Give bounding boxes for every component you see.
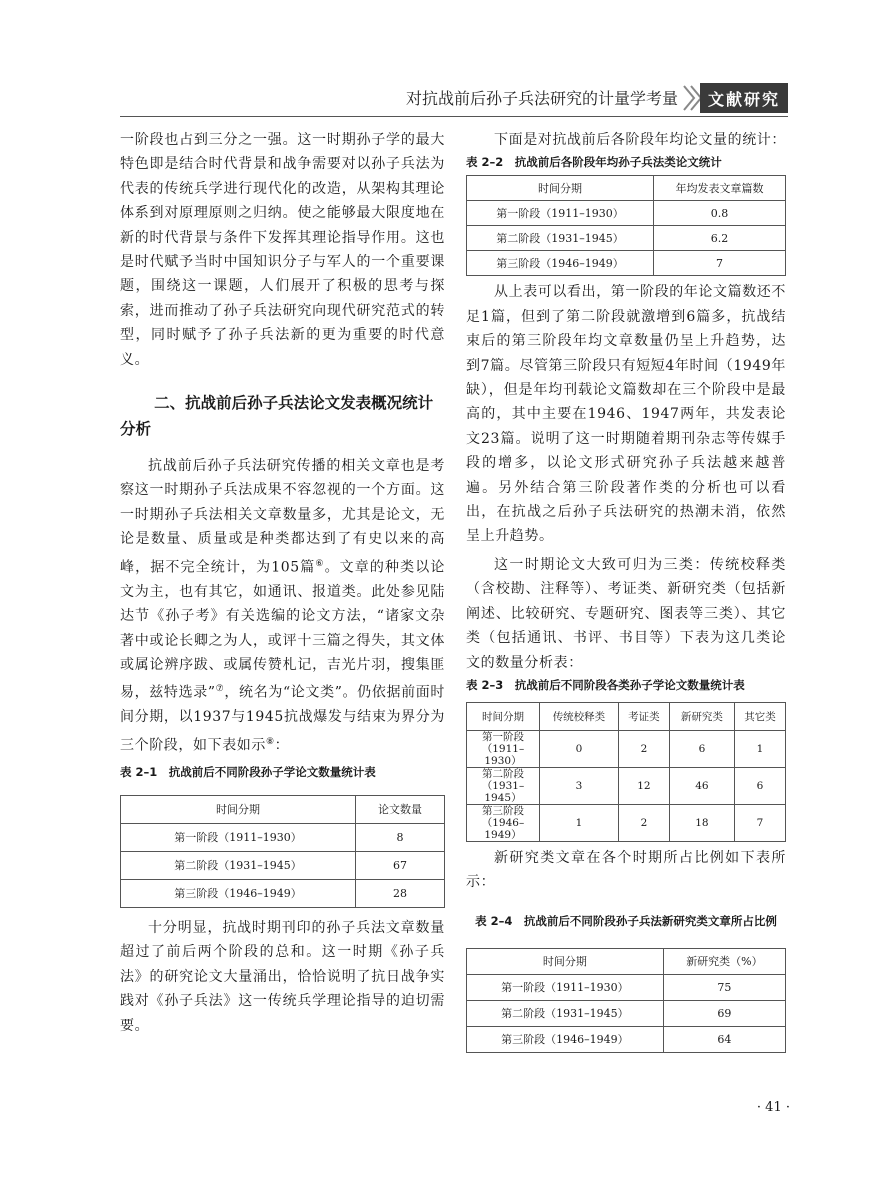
paragraph-text: 。文章的种类以论文为主，也有其它，如通讯、报道类。此处参见陆达节《孙子考》有关选编的论文方法，“诸家文杂著中或论长卿之为人，或评十三篇之得失，其文体或属论辨序跋、或属传赞札记，吉光片羽，搜集匪易，兹特选录” (120, 559, 445, 702)
table-cell-value: 1 (734, 730, 785, 767)
table-paper-counts (120, 795, 445, 908)
table-header-row (467, 702, 786, 730)
table-header-row (121, 795, 445, 823)
footnote-marker[interactable]: ⑦ (215, 684, 225, 695)
table-cell-value: 1 (540, 804, 619, 841)
table-cell-value: 28 (355, 879, 444, 907)
table-row (467, 251, 786, 276)
table-cell-value: 3 (540, 767, 619, 804)
table-row (121, 879, 445, 907)
table-row (121, 823, 445, 851)
table-header-cell: 传统校释类 (540, 702, 619, 730)
paragraph-articles (120, 454, 445, 758)
paragraph-text: 抗战前后孙子兵法研究传播的相关文章也是考察这一时期孙子兵法成果不容忽视的一个方面。这一时期孙子兵法相关文章数量多，尤其是论文，无论是数量、质量或是种类都达到了有史以来的高峰，据不完全统计，为105篇 (120, 458, 445, 576)
running-header (0, 78, 890, 118)
table-row (467, 201, 786, 226)
table-category-counts (466, 702, 786, 842)
period-stage: 第三阶段 (482, 804, 524, 817)
table-cell-period: 第二阶段（1931–1945） (121, 851, 356, 879)
table-cell-value: 18 (669, 804, 734, 841)
table-cell-period (467, 767, 540, 804)
paragraph-text: ，统名为“论文类”。仍依据前面时间分期，以1937与1945抗战爆发与结束为界分为三个阶段，如下表如示 (120, 685, 446, 754)
table-caption: 表 2–3 抗战前后不同阶段各类孙子学论文数量统计表 (466, 677, 745, 692)
table-header-cell: 时间分期 (467, 948, 664, 974)
table-header-row (467, 176, 786, 201)
table-cell-value: 6.2 (653, 226, 785, 251)
paragraph-intro: 下面是对抗战前后各阶段年均论文量的统计： (494, 132, 786, 148)
period-stage: 第二阶段 (482, 767, 524, 780)
paragraph-analysis: 从上表可以看出，第一阶段的年论文篇数还不足1篇，但到了第二阶段就激增到6篇多，抗战结束后的第三阶段年均文章数量仍呈上升趋势，达到7篇。尽管第三阶段只有短短4年时间（1949年缺），但是年均刊载论文篇数却在三个阶段中是最高的，其中主要在1946、1947两年，共发表论文23篇。说明了这一时期随着期刊杂志等传媒手段的增多，以论文形式研究孙子兵法越来越普遍。另外结合第三阶段著作类的分析也可以看出，在抗战之后孙子兵法研究的热潮未消，依然呈上升趋势。 (466, 284, 786, 545)
table-cell-value: 64 (663, 1026, 785, 1052)
table-header-cell: 新研究类（%） (663, 948, 785, 974)
table-cell-value: 8 (355, 823, 444, 851)
section-heading: 二、抗战前后孙子兵法论文发表概况统计分析 (120, 394, 434, 439)
table-cell-period: 第三阶段（1946–1949） (121, 879, 356, 907)
table-cell-value: 67 (355, 851, 444, 879)
right-column (466, 128, 786, 1053)
table-header-cell: 其它类 (734, 702, 785, 730)
table-row (467, 1026, 786, 1052)
table-cell-value: 2 (618, 804, 669, 841)
footnote-marker[interactable]: ⑥ (315, 558, 325, 569)
table-row (467, 226, 786, 251)
table-cell-period: 第三阶段（1946–1949） (467, 251, 654, 276)
table-cell-period (467, 804, 540, 841)
table-caption: 表 2–1 抗战前后不同阶段孙子学论文数量统计表 (120, 764, 376, 779)
period-years: （1931–1945） (481, 779, 525, 804)
table-caption: 表 2–2 抗战前后各阶段年均孙子兵法类论文统计 (466, 155, 722, 170)
table-header-cell: 时间分期 (121, 795, 356, 823)
table-cell-value: 6 (669, 730, 734, 767)
table-header-cell: 新研究类 (669, 702, 734, 730)
table-row (467, 974, 786, 1000)
paragraph-conclusion: 十分明显，抗战时期刊印的孙子兵法文章数量超过了前后两个阶段的总和。这一时期《孙子兵法》的研究论文大量涌出，恰恰说明了抗日战争实践对《孙子兵法》这一传统兵学理论指导的迫切需要。 (120, 919, 445, 1034)
table-cell-period: 第一阶段（1911–1930） (121, 823, 356, 851)
table-caption: 表 2–4 抗战前后不同阶段孙子兵法新研究类文章所占比例 (475, 913, 777, 928)
table-row (467, 767, 786, 804)
table-cell-value: 0 (540, 730, 619, 767)
table-cell-value: 69 (663, 1000, 785, 1026)
table-cell-period: 第一阶段（1911–1930） (467, 974, 664, 1000)
running-header-title: 对抗战前后孙子兵法研究的计量学考量 (405, 89, 678, 108)
period-years: （1946–1949） (481, 816, 525, 841)
table-cell-value: 2 (618, 730, 669, 767)
page-number: · 41 · (756, 1100, 790, 1115)
paragraph-proportion: 新研究类文章在各个时期所占比例如下表所示： (466, 849, 786, 891)
period-years: （1911–1930） (481, 742, 525, 767)
table-row (467, 1000, 786, 1026)
table-row (467, 804, 786, 841)
section-badge: 文献研究 (700, 83, 788, 113)
table-cell-period: 第一阶段（1911–1930） (467, 201, 654, 226)
table-row (467, 730, 786, 767)
table-header-cell: 时间分期 (467, 702, 540, 730)
footnote-marker[interactable]: ⑧ (266, 736, 275, 747)
table-cell-value: 75 (663, 974, 785, 1000)
table-header-cell: 论文数量 (355, 795, 444, 823)
table-cell-value: 7 (653, 251, 785, 276)
table-cell-period (467, 730, 540, 767)
table-cell-value: 12 (618, 767, 669, 804)
table-cell-value: 0.8 (653, 201, 785, 226)
table-cell-period: 第二阶段（1931–1945） (467, 1000, 664, 1026)
table-cell-value: 7 (734, 804, 785, 841)
table-header-row (467, 948, 786, 974)
paragraph-text: ： (274, 737, 290, 754)
table-header-cell: 年均发表文章篇数 (653, 176, 785, 201)
paragraph-continuation: 一阶段也占到三分之一强。这一时期孙子学的最大特色即是结合时代背景和战争需要对以孙子兵法为代表的传统兵学进行现代化的改造，从架构其理论体系到对原理原则之归纳。使之能够最大限度地在新的时代背景与条件下发挥其理论指导作用。这也是时代赋予当时中国知识分子与军人的一个重要课题，围绕这一课题，人们展开了积极的思考与探索，进而推动了孙子兵法研究向现代研究范式的转型，同时赋予了孙子兵法新的更为重要的时代意义。 (120, 132, 445, 368)
table-row (121, 851, 445, 879)
table-header-cell: 时间分期 (467, 176, 654, 201)
table-annual-average (466, 175, 786, 276)
table-cell-value: 46 (669, 767, 734, 804)
table-new-research-ratio (466, 948, 786, 1053)
table-header-cell: 考证类 (618, 702, 669, 730)
table-cell-period: 第二阶段（1931–1945） (467, 226, 654, 251)
header-divider (120, 116, 788, 117)
left-column (120, 128, 445, 1038)
table-cell-value: 6 (734, 767, 785, 804)
period-stage: 第一阶段 (482, 730, 524, 743)
paragraph-categories: 这一时期论文大致可归为三类：传统校释类（含校勘、注释等）、考证类、新研究类（包括新阐述、比较研究、专题研究、图表等三类）、其它类（包括通讯、书评、书目等）下表为这几类论文的数量分析表： (466, 556, 786, 671)
table-cell-period: 第三阶段（1946–1949） (467, 1026, 664, 1052)
